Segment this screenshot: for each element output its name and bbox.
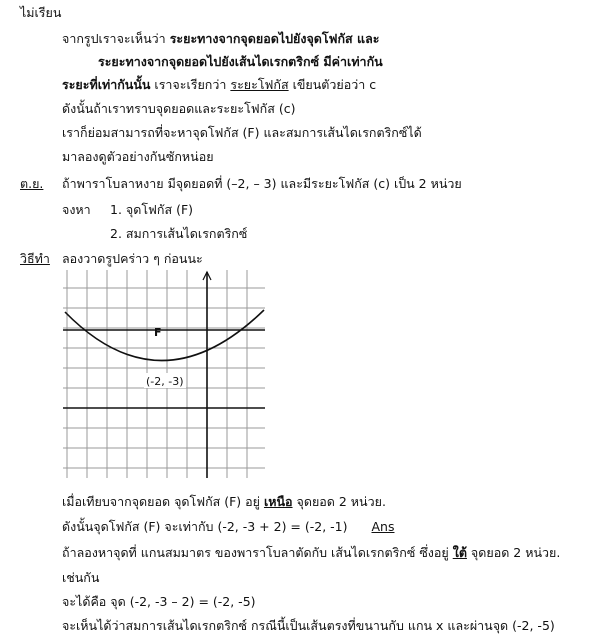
focus-position-text: เมื่อเทียบจากจุดยอด จุดโฟกัส (F) อยู่ bbox=[62, 494, 264, 509]
text-line-5: ดังนั้นถ้าเราทราบจุดยอดและระยะโฟกัส (c) bbox=[62, 101, 296, 116]
focal-distance-term: ระยะโฟกัส bbox=[230, 77, 289, 92]
definition-abbrev: เขียนตัวย่อว่า c bbox=[288, 77, 377, 92]
definition-bold: ระยะที่เท่ากันนั้น bbox=[62, 77, 151, 92]
intro-line-1 bbox=[62, 31, 379, 47]
focus-position-line bbox=[62, 494, 386, 510]
parabola-graph bbox=[63, 270, 265, 478]
task-2: 2. สมการเส้นไดเรกตริกซ์ bbox=[110, 226, 248, 241]
definition-line bbox=[62, 77, 376, 93]
intro-text: จากรูปเราจะเห็นว่า bbox=[62, 31, 170, 46]
example-text: ถ้าพาราโบลาหงาย มีจุดยอดที่ bbox=[62, 176, 227, 191]
text-line-7: มาลองดูตัวอย่างกันซักหน่อย bbox=[62, 149, 214, 164]
answer-label: Ans bbox=[371, 519, 395, 534]
below-word: ใต้ bbox=[452, 545, 467, 560]
text-line-15: เช่นกัน bbox=[62, 570, 100, 585]
example-label: ต.ย. bbox=[20, 176, 44, 191]
directrix-explain-line bbox=[62, 545, 560, 561]
vertex-label: (-2, -3) bbox=[146, 375, 184, 388]
directrix-explain-text: ถ้าลองหาจุดที่ แกนสมมาตร ของพาราโบลาตัดกับ เส้นไดเรกตริกซ์ ซึ่งอยู่ bbox=[62, 545, 453, 560]
directrix-explain-text-2: จุดยอด 2 หน่วย. bbox=[466, 545, 561, 560]
task-1: 1. จุดโฟกัส (F) bbox=[110, 202, 194, 217]
text-line-6: เราก็ย่อมสามารถที่จะหาจุดโฟกัส (F) และสมการเส้นไดเรกตริกซ์ได้ bbox=[62, 125, 422, 140]
solution-label: วิธีทำ bbox=[20, 251, 50, 266]
focus-position-text-2: จุดยอด 2 หน่วย. bbox=[292, 494, 386, 509]
example-text-2: และมีระยะโฟกัส (c) เป็น 2 หน่วย bbox=[276, 176, 462, 191]
definition-text: เราจะเรียกว่า bbox=[150, 77, 231, 92]
status-text: ไม่เรียน bbox=[20, 5, 62, 20]
intro-bold: ระยะทางจากจุดยอดไปยังจุดโฟกัส และ bbox=[169, 31, 380, 46]
above-word: เหนือ bbox=[263, 494, 293, 509]
focus-answer-text: ดังนั้นจุดโฟกัส (F) จะเท่ากับ (-2, -3 + 2) = (-2, -1) bbox=[62, 519, 348, 534]
focus-answer-line bbox=[62, 519, 394, 535]
focus-label: F bbox=[154, 326, 162, 339]
parabola-curve bbox=[65, 310, 264, 361]
intro-line-2: ระยะทางจากจุดยอดไปยังเส้นไดเรกตริกซ์ มีค่าเท่ากัน bbox=[98, 54, 383, 69]
text-line-17: จะเห็นได้ว่าสมการเส้นไดเรกตริกซ์ กรณีนี้เป็นเส้นตรงที่ขนานกับ แกน x และผ่านจุด (-2, -5) bbox=[62, 618, 555, 633]
text-line-16: จะได้คือ จุด (-2, -3 – 2) = (-2, -5) bbox=[62, 594, 256, 609]
example-problem bbox=[62, 176, 462, 192]
vertex-coords: (–2, – 3) bbox=[226, 176, 277, 191]
solution-intro: ลองวาดรูปคร่าว ๆ ก่อนนะ bbox=[62, 251, 203, 266]
find-label: จงหา bbox=[62, 202, 91, 217]
